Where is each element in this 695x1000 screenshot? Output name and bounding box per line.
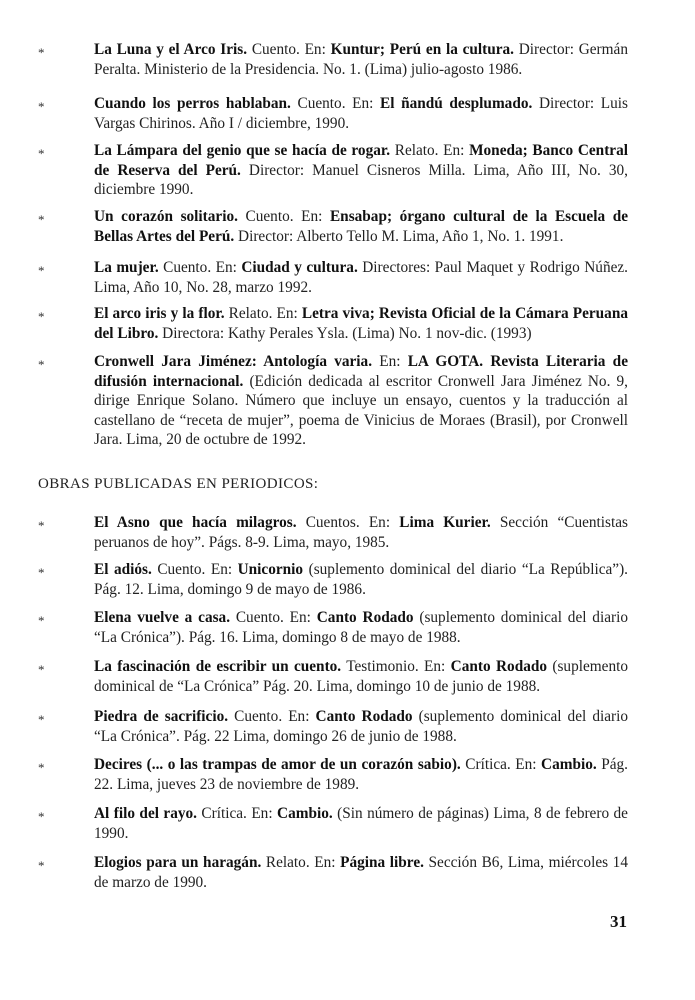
entry-type: Relato. En: (261, 854, 341, 871)
entry-title: El arco iris y la flor. (94, 305, 225, 322)
bibliography-entry (38, 560, 628, 599)
entry-title: El Asno que hacía milagros. (94, 514, 297, 531)
entry-title: Cuando los perros hablaban. (94, 95, 291, 112)
bullet-asterisk: * (38, 760, 45, 775)
entry-source: Lima Kurier. (399, 514, 491, 531)
bullet-asterisk: * (38, 212, 45, 227)
entry-text (94, 141, 628, 200)
bullet-asterisk: * (38, 858, 45, 873)
entry-details: Directores: Paul Maquet y Rodrigo Núñez. Lima, Año 10, No. 28, marzo 1992. (94, 259, 628, 296)
entry-details: Director: Manuel Cisneros Milla. Lima, Año III, No. 30, diciembre 1990. (94, 161, 628, 198)
bibliography-entry (38, 304, 628, 343)
entry-source: Cambio. (277, 805, 333, 822)
entry-text (94, 513, 628, 552)
entry-type: Cuento. En: (290, 95, 381, 112)
entry-title: La mujer. (94, 259, 159, 276)
bibliography-entry (38, 352, 628, 450)
entry-title: Un corazón solitario. (94, 208, 238, 225)
entry-source: Ciudad y cultura. (241, 259, 358, 276)
entry-details: (suplemento dominical del diario “La Crónica”). Pág. 16. Lima, domingo 8 de mayo de 1988. (94, 609, 628, 646)
entry-type: Crítica. En: (460, 756, 542, 773)
entry-type: Cuento. En: (247, 41, 331, 58)
section-heading: OBRAS PUBLICADAS EN PERIODICOS: (38, 476, 319, 492)
entry-text (94, 304, 628, 343)
entry-source: Cambio. (541, 756, 597, 773)
entry-text (94, 352, 628, 450)
entry-text (94, 207, 628, 246)
entry-details: (Edición dedicada al escritor Cronwell Jara Jiménez No. 9, dirige Enrique Solano. Número que incluye un ensayo, cuentos y la traducción al castellano de “receta de mujer”, poema de Vinicius de Moraes (Brasil), por Cronwell Jara. Lima, 20 de octubre de 1992. (94, 372, 628, 448)
bibliography-entry (38, 657, 628, 696)
bibliography-entry (38, 608, 628, 647)
entry-title: Decires (... o las trampas de amor de un corazón sabio). (94, 756, 461, 773)
bibliography-entry (38, 94, 628, 133)
entry-text (94, 707, 628, 746)
entry-source: Letra viva; Revista Oficial de la Cámara Peruana del Libro. (94, 305, 628, 342)
entry-type: Cuento. En: (158, 259, 242, 276)
bullet-asterisk: * (38, 518, 45, 533)
entry-type: Relato. En: (390, 142, 470, 159)
entry-text (94, 608, 628, 647)
bibliography-entry (38, 258, 628, 297)
entry-text (94, 560, 628, 599)
entry-source: Canto Rodado (450, 658, 547, 675)
entry-title: La Luna y el Arco Iris. (94, 41, 248, 58)
entry-type: Cuento. En: (230, 609, 317, 626)
entry-source: Canto Rodado (316, 609, 414, 626)
entry-title: El adiós. (94, 561, 152, 578)
entry-details: (Sin número de páginas) Lima, 8 de febrero de 1990. (94, 805, 628, 842)
bullet-asterisk: * (38, 809, 45, 824)
entry-source: LA GOTA. Revista Literaria de difusión internacional. (94, 353, 628, 390)
entry-details: Sección “Cuentistas peruanos de hoy”. Págs. 8-9. Lima, mayo, 1985. (94, 514, 628, 551)
bullet-asterisk: * (38, 565, 45, 580)
entry-source: Ensabap; órgano cultural de la Escuela de Bellas Artes del Perú. (94, 208, 628, 245)
entry-title: La fascinación de escribir un cuento. (94, 658, 342, 675)
entry-title: Piedra de sacrificio. (94, 708, 229, 725)
entry-text (94, 804, 628, 843)
entry-source: Unicornio (237, 561, 304, 578)
bullet-asterisk: * (38, 712, 45, 727)
entry-title: La Lámpara del genio que se hacía de rogar. (94, 142, 391, 159)
entry-type: Testimonio. En: (341, 658, 451, 675)
bibliography-entry (38, 804, 628, 843)
entry-source: Moneda; Banco Central de Reserva del Perú. (94, 142, 628, 179)
entry-details: (suplemento dominical del diario “La Crónica”. Pág. 22 Lima, domingo 26 de junio de 1988. (94, 708, 628, 745)
entry-type: Cuento. En: (237, 208, 330, 225)
entry-title: Al filo del rayo. (94, 805, 197, 822)
bibliography-entry (38, 207, 628, 246)
entry-details: Director: Germán Peralta. Ministerio de la Presidencia. No. 1. (Lima) julio-agosto 1986. (94, 41, 628, 78)
entry-type: En: (372, 353, 408, 370)
bibliography-entry (38, 853, 628, 892)
bullet-asterisk: * (38, 146, 45, 161)
bullet-asterisk: * (38, 45, 45, 60)
entry-details: Director: Luis Vargas Chirinos. Año I / diciembre, 1990. (94, 95, 628, 132)
entry-source: Kuntur; Perú en la cultura. (330, 41, 515, 58)
bibliography-entry (38, 141, 628, 200)
entry-source: Canto Rodado (315, 708, 413, 725)
entry-type: Cuentos. En: (296, 514, 400, 531)
entry-type: Cuento. En: (228, 708, 316, 725)
bibliography-entry (38, 513, 628, 552)
entry-type: Relato. En: (224, 305, 302, 322)
bullet-asterisk: * (38, 99, 45, 114)
entry-details: (suplemento dominical de “La Crónica” Pág. 20. Lima, domingo 10 de junio de 1988. (94, 658, 628, 695)
bibliography-entry (38, 707, 628, 746)
entry-title: Elena vuelve a casa. (94, 609, 231, 626)
entry-title: Elogios para un haragán. (94, 854, 262, 871)
entry-details: Pág. 22. Lima, jueves 23 de noviembre de 1989. (94, 756, 628, 793)
entry-text (94, 40, 628, 79)
entry-text (94, 853, 628, 892)
entry-text (94, 657, 628, 696)
entry-source: Página libre. (340, 854, 424, 871)
bullet-asterisk: * (38, 613, 45, 628)
bibliography-entry (38, 755, 628, 794)
entry-type: Cuento. En: (151, 561, 238, 578)
entry-type: Crítica. En: (196, 805, 278, 822)
entry-source: El ñandú desplumado. (380, 95, 533, 112)
page-number: 31 (610, 912, 627, 931)
entry-details: Director: Alberto Tello M. Lima, Año 1, No. 1. 1991. (234, 227, 564, 245)
bullet-asterisk: * (38, 662, 45, 677)
bibliography-entry (38, 40, 628, 79)
entry-text (94, 94, 628, 133)
entry-details: (suplemento dominical del diario “La República”). Pág. 12. Lima, domingo 9 de mayo de 1986. (94, 561, 628, 598)
entry-text (94, 755, 628, 794)
entry-title: Cronwell Jara Jiménez: Antología varia. (94, 353, 373, 370)
bullet-asterisk: * (38, 357, 45, 372)
entry-details: Directora: Kathy Perales Ysla. (Lima) No. 1 nov-dic. (1993) (158, 324, 532, 342)
entry-text (94, 258, 628, 297)
bullet-asterisk: * (38, 309, 45, 324)
bullet-asterisk: * (38, 263, 45, 278)
entry-details: Sección B6, Lima, miércoles 14 de marzo de 1990. (94, 854, 628, 891)
